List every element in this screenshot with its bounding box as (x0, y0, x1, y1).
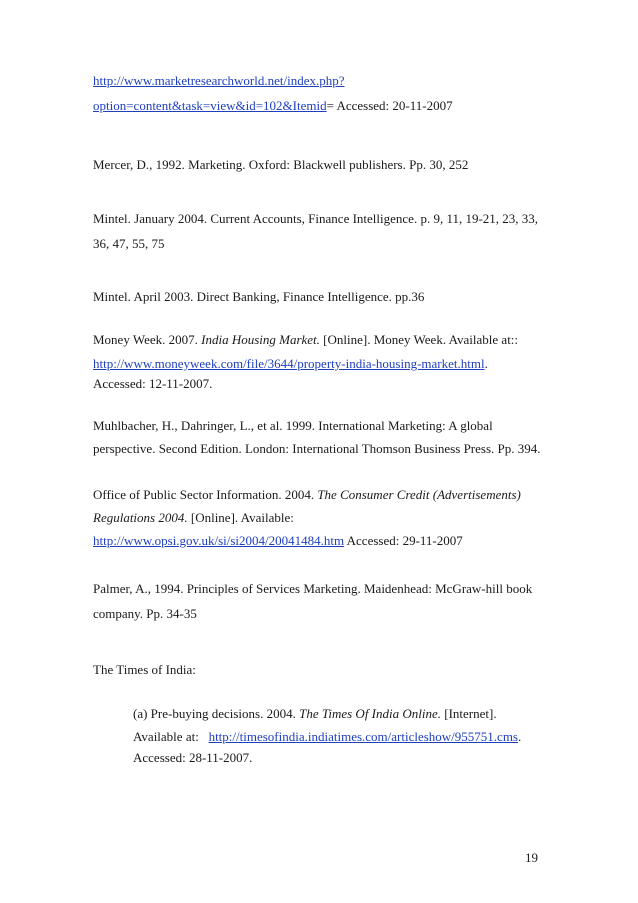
reference-opsi-line-3 (93, 533, 463, 549)
reference-mintel-2003: Mintel. April 2003. Direct Banking, Finance Intelligence. pp.36 (93, 289, 425, 304)
reference-moneyweek-accessed: Accessed: 12-11-2007. (93, 376, 213, 391)
reference-muhlbacher-line-1: Muhlbacher, H., Dahringer, L., et al. 1999. International Marketing: A global (93, 418, 493, 433)
reference-marketresearchworld-line-2 (93, 98, 453, 114)
marketresearchworld-accessed: = Accessed: 20-11-2007 (326, 98, 453, 113)
reference-times-of-india-a-line-2 (133, 729, 521, 745)
opsi-link[interactable]: http://www.opsi.gov.uk/si/si2004/20041484.htm (93, 533, 345, 548)
reference-muhlbacher-line-2: perspective. Second Edition. London: International Thomson Business Press. Pp. 394. (93, 441, 541, 456)
opsi-accessed: Accessed: 29-11-2007 (344, 533, 463, 548)
toi-a-after-title: [Internet]. (441, 706, 497, 721)
toi-a-available: Available at: (133, 729, 209, 744)
moneyweek-title: India Housing Market. (201, 332, 320, 347)
reference-times-of-india-a-line-1 (133, 706, 497, 722)
reference-marketresearchworld-line-1 (93, 73, 345, 89)
moneyweek-link-suffix: . (484, 356, 488, 371)
marketresearchworld-link-part-1[interactable]: http://www.marketresearchworld.net/index.php? (93, 73, 345, 88)
reference-mintel-2004-line-2: 36, 47, 55, 75 (93, 236, 165, 251)
moneyweek-prefix: Money Week. 2007. (93, 332, 202, 347)
reference-opsi-line-1 (93, 487, 521, 503)
opsi-title-part-1: The Consumer Credit (Advertisements) (317, 487, 521, 502)
reference-moneyweek-line-2 (93, 356, 488, 372)
reference-mercer: Mercer, D., 1992. Marketing. Oxford: Blackwell publishers. Pp. 30, 252 (93, 157, 469, 172)
toi-a-link-suffix: . (518, 729, 522, 744)
reference-moneyweek-line-1 (93, 332, 518, 348)
opsi-after-title: [Online]. Available: (187, 510, 294, 525)
reference-times-of-india-heading: The Times of India: (93, 662, 196, 677)
marketresearchworld-link-part-2[interactable]: option=content&task=view&id=102&Itemid (93, 98, 327, 113)
reference-opsi-line-2 (93, 510, 294, 526)
reference-palmer-line-1: Palmer, A., 1994. Principles of Services Marketing. Maidenhead: McGraw-hill book (93, 581, 533, 596)
reference-palmer-line-2: company. Pp. 34-35 (93, 606, 197, 621)
times-of-india-link[interactable]: http://timesofindia.indiatimes.com/articleshow/955751.cms (208, 729, 518, 744)
reference-times-of-india-a-accessed: Accessed: 28-11-2007. (133, 750, 253, 765)
moneyweek-after-title: [Online]. Money Week. Available at:: (319, 332, 519, 347)
toi-a-title: The Times Of India Online. (299, 706, 442, 721)
opsi-title-part-2: Regulations 2004. (93, 510, 188, 525)
reference-mintel-2004-line-1: Mintel. January 2004. Current Accounts, Finance Intelligence. p. 9, 11, 19-21, 23, 33, (93, 211, 539, 226)
moneyweek-link[interactable]: http://www.moneyweek.com/file/3644/property-india-housing-market.html (93, 356, 485, 371)
opsi-prefix: Office of Public Sector Information. 2004. (93, 487, 318, 502)
toi-a-prefix: (a) Pre-buying decisions. 2004. (133, 706, 300, 721)
page-number: 19 (525, 850, 538, 865)
